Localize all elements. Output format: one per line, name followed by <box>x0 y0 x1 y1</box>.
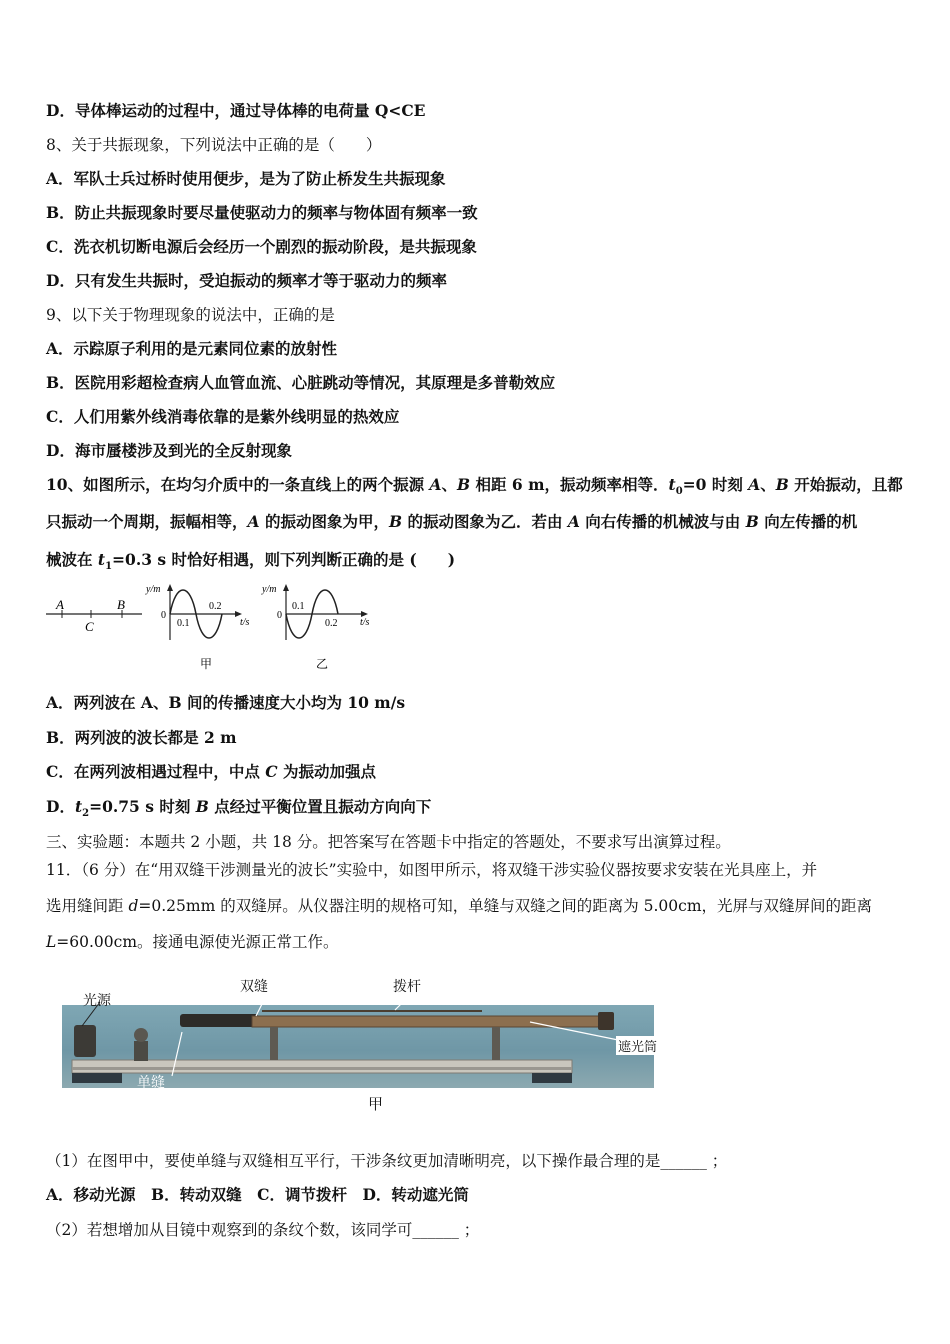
q11-sub1-options: A．移动光源 B．转动双缝 C．调节拨杆 D．转动遮光筒 <box>46 1185 469 1204</box>
q8-option-c: C．洗衣机切断电源后会经历一个剧烈的振动阶段，是共振现象 <box>46 237 477 256</box>
q10-option-d <box>46 797 431 824</box>
label-zheguangtong: 遮光筒 <box>616 1036 659 1055</box>
jia-y-arrow <box>167 584 173 591</box>
q9-stem: 9、以下关于物理现象的说法中，正确的是 <box>46 306 335 324</box>
var-a: A <box>748 475 761 494</box>
q11-stem-line3 <box>46 932 339 952</box>
apparatus-caption: 甲 <box>368 1095 384 1113</box>
q8-option-d: D．只有发生共振时，受迫振动的频率才等于驱动力的频率 <box>46 271 447 290</box>
subscript: 0 <box>675 486 683 498</box>
yi-x-label: t/s <box>360 617 370 628</box>
q9-option-b: B．医院用彩超检查病人血管血流、心脏跳动等情况，其原理是多普勒效应 <box>46 373 556 392</box>
q10-option-c <box>46 762 376 782</box>
jia-caption: 甲 <box>200 657 213 671</box>
q10-text: 10、如图所示，在均匀介质中的一条直线上的两个振源 <box>46 475 430 494</box>
q10-text: 械波在 <box>46 550 98 569</box>
subscript: 2 <box>82 808 90 820</box>
q10-text: 开始振动，且都 <box>788 475 903 494</box>
label-b: B <box>117 597 125 612</box>
var-a: A <box>247 512 260 531</box>
q8-stem: 8、关于共振现象，下列说法中正确的是（ ） <box>46 136 382 154</box>
leader-zheguangtong <box>530 1022 628 1042</box>
var-b: B <box>388 512 403 531</box>
q10-text: C．在两列波相遇过程中，中点 <box>46 762 266 781</box>
var-b: B <box>745 512 759 531</box>
q11-sub1: （1）在图甲中，要使单缝与双缝相互平行，干涉条纹更加清晰明亮，以下操作最合理的是______ ； <box>46 1152 728 1170</box>
label-danfeng: 单缝 <box>137 1075 165 1091</box>
q10-text: 相距 6 m，振动频率相等． <box>470 475 669 494</box>
q10-stem-line2 <box>46 512 857 532</box>
q10-text: 向左传播的机 <box>758 512 858 531</box>
yi-caption: 乙 <box>316 657 329 671</box>
leader-danfeng <box>172 1032 182 1076</box>
yi-origin: 0 <box>277 610 282 621</box>
var-b: B <box>775 475 789 494</box>
q10-stem-line1 <box>46 475 903 502</box>
q8-option-a: A．军队士兵过桥时使用便步，是为了防止桥发生共振现象 <box>46 169 446 188</box>
q9-option-a: A．示踪原子利用的是元素同位素的放射性 <box>46 339 338 358</box>
q10-sep: 、 <box>441 475 458 494</box>
q10-text: 为振动加强点 <box>277 762 376 781</box>
jia-origin: 0 <box>161 610 166 621</box>
q11-text: =0.25mm 的双缝屏。从仪器注明的规格可知，单缝与双缝之间的距离为 5.00cm，光屏与双缝屏间的距离 <box>138 897 873 915</box>
q10-text: =0 时刻 <box>682 475 749 494</box>
section-3-title: 三、实验题：本题共 2 小题，共 18 分。把答案写在答题卡中指定的答题处，不要求写出演算过程。 <box>46 833 731 851</box>
q11-text: =60.00cm。接通电源使光源正常工作。 <box>56 933 339 951</box>
q10-text: =0.75 s 时刻 <box>89 797 196 816</box>
q10-option-b: B．两列波的波长都是 2 m <box>46 728 237 747</box>
jia-tick-1: 0.1 <box>177 618 190 629</box>
var-a: A <box>429 475 442 494</box>
q10-text: D． <box>46 797 75 816</box>
subscript: 1 <box>105 561 113 573</box>
q9-option-d: D．海市蜃楼涉及到光的全反射现象 <box>46 441 292 460</box>
var-b: B <box>457 475 471 494</box>
var-d: d <box>128 897 139 915</box>
q10-text: 只振动一个周期，振幅相等， <box>46 512 248 531</box>
q8-option-b: B．防止共振现象时要尽量使驱动力的频率与物体固有频率一致 <box>46 203 478 222</box>
q10-text: 向右传播的机械波与由 <box>579 512 746 531</box>
yi-tick-1: 0.1 <box>292 601 305 612</box>
q11-stem-line1: 11．（6 分）在“用双缝干涉测量光的波长”实验中，如图甲所示，将双缝干涉实验仪器按要求安装在光具座上，并 <box>46 861 818 879</box>
label-bogan: 拨杆 <box>393 979 421 995</box>
q11-text: 选用缝间距 <box>46 897 129 915</box>
var-b: B <box>195 797 209 816</box>
q10-text: 的振动图象为甲， <box>259 512 389 531</box>
q10-option-a: A．两列波在 A、B 间的传播速度大小均为 10 m/s <box>46 693 406 712</box>
jia-tick-2: 0.2 <box>209 601 222 612</box>
label-c: C <box>85 619 94 634</box>
q10-text: 的振动图象为乙．若由 <box>402 512 568 531</box>
label-shuangfeng: 双缝 <box>240 979 268 995</box>
label-guangyuan: 光源 <box>83 993 111 1009</box>
jia-x-label: t/s <box>240 617 250 628</box>
jia-y-label: y/m <box>146 584 161 595</box>
var-t: t <box>74 797 83 816</box>
q9-option-c: C．人们用紫外线消毒依靠的是紫外线明显的热效应 <box>46 407 400 426</box>
q11-stem-line2 <box>46 896 872 916</box>
q10-sep: 、 <box>760 475 776 494</box>
yi-tick-2: 0.2 <box>325 618 338 629</box>
var-t: t <box>97 550 106 569</box>
q7-option-d: D．导体棒运动的过程中，通过导体棒的电荷量 Q<CE <box>46 101 426 120</box>
var-c: C <box>265 762 278 781</box>
q10-stem-line3 <box>46 550 455 577</box>
q10-text: 点经过平衡位置且振动方向向下 <box>208 797 432 816</box>
var-l: L <box>46 933 57 951</box>
yi-y-arrow <box>283 584 289 591</box>
var-a: A <box>567 512 580 531</box>
q11-sub2: （2）若想增加从目镜中观察到的条纹个数，该同学可______ ； <box>46 1221 480 1239</box>
yi-y-label: y/m <box>262 584 277 595</box>
var-t: t <box>668 475 676 494</box>
q10-figure <box>40 578 380 678</box>
q10-text: =0.3 s 时恰好相遇，则下列判断正确的是 ( ) <box>112 550 456 569</box>
label-a: A <box>56 597 64 612</box>
